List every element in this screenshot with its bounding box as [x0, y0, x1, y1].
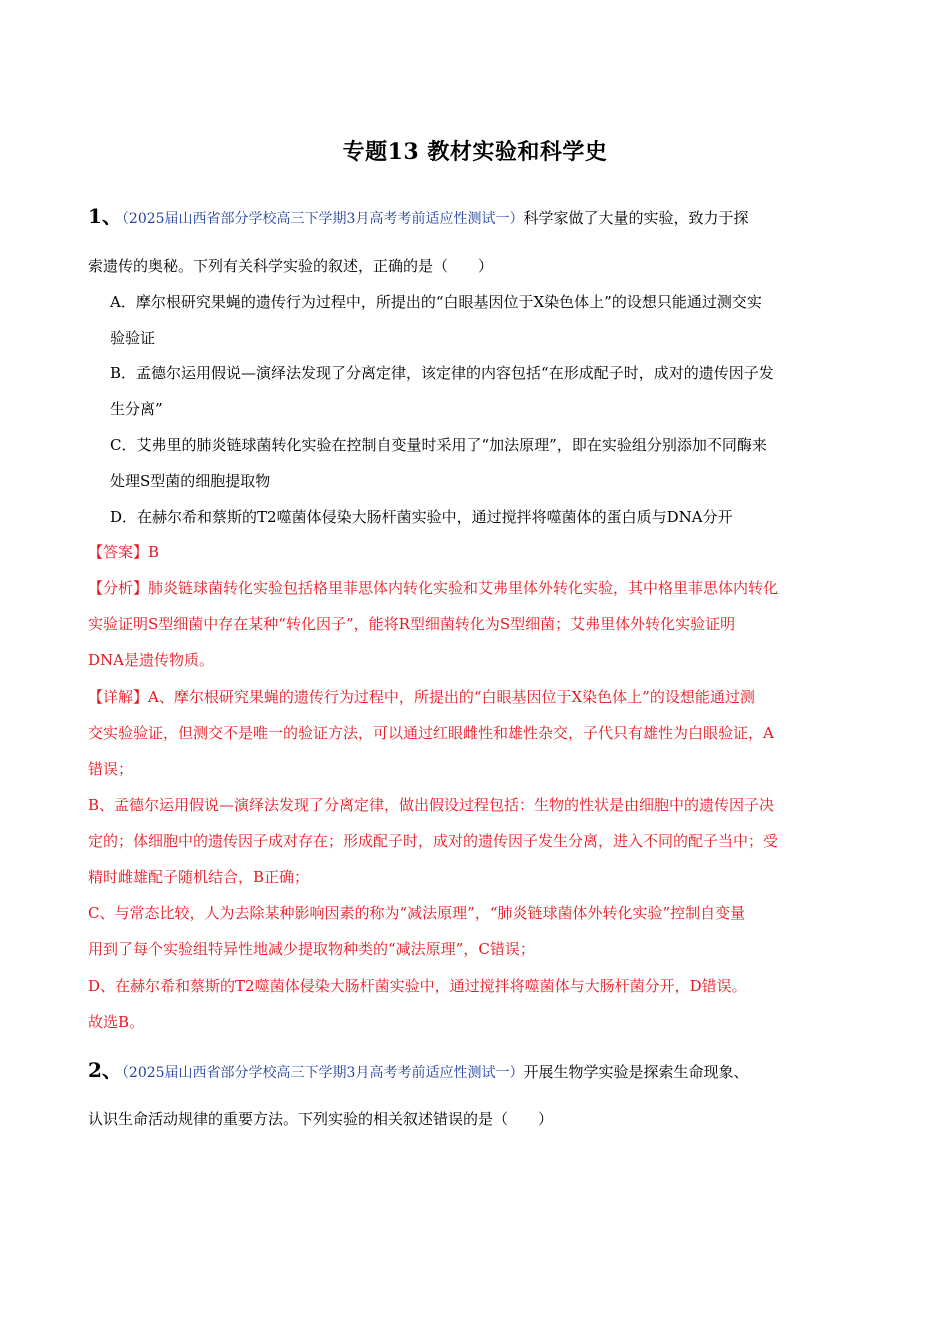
detail: 【详解】A、摩尔根研究果蝇的遗传行为过程中，所提出的“白眼基因位于X染色体上”的设想能通过测 [88, 688, 755, 706]
option-b-cont: 生分离” [110, 400, 163, 418]
question-stem-cont: 认识生命活动规律的重要方法。下列实验的相关叙述错误的是（ ） [88, 1110, 554, 1128]
question-source: （2025届山西省部分学校高三下学期3月高考考前适应性测试一） [121, 1065, 524, 1081]
detail-c-cont: 用到了每个实验组特异性地减少提取物种类的“减法原理”，C错误； [88, 940, 535, 958]
detail-c: C、与常态比较，人为去除某种影响因素的称为“减法原理”，“肺炎链球菌体外转化实验”控制自变量 [88, 904, 746, 922]
analysis-cont: DNA是遗传物质。 [88, 651, 214, 669]
question-1-header [88, 205, 748, 230]
detail-b: B、孟德尔运用假说—演绎法发现了分离定律，做出假设过程包括：生物的性状是由细胞中的遗传因子决 [88, 796, 775, 814]
option-c: C．艾弗里的肺炎链球菌转化实验在控制自变量时采用了“加法原理”，即在实验组分别添加不同酶来 [110, 436, 767, 454]
question-2-header [88, 1059, 748, 1084]
option-c-cont: 处理S型菌的细胞提取物 [110, 472, 271, 490]
detail-b-cont: 精时雌雄配子随机结合，B正确； [88, 868, 310, 886]
question-stem: 科学家做了大量的实验，致力于探 [523, 209, 749, 227]
question-stem-cont: 索遗传的奥秘。下列有关科学实验的叙述，正确的是（ ） [88, 257, 494, 275]
question-number: 2、 [88, 1058, 122, 1082]
option-a: A．摩尔根研究果蝇的遗传行为过程中，所提出的“白眼基因位于X染色体上”的设想只能通过测交实 [110, 293, 762, 311]
question-number: 1、 [88, 204, 122, 228]
option-a-cont: 验验证 [110, 329, 156, 347]
detail-cont: 错误； [88, 760, 134, 778]
analysis: 【分析】肺炎链球菌转化实验包括格里菲思体内转化实验和艾弗里体外转化实验，其中格里菲思体内转化 [88, 579, 779, 597]
detail-d: D、在赫尔希和蔡斯的T2噬菌体侵染大肠杆菌实验中，通过搅拌将噬菌体与大肠杆菌分开，D错误。 [88, 977, 747, 995]
option-b: B．孟德尔运用假说—演绎法发现了分离定律，该定律的内容包括“在形成配子时，成对的遗传因子发 [110, 364, 774, 382]
detail-b-cont: 定的；体细胞中的遗传因子成对存在；形成配子时，成对的遗传因子发生分离，进入不同的配子当中；受 [88, 832, 779, 850]
conclusion: 故选B。 [88, 1013, 145, 1031]
answer: 【答案】B [88, 543, 160, 561]
question-source: （2025届山西省部分学校高三下学期3月高考考前适应性测试一） [121, 211, 524, 227]
detail-cont: 交实验验证，但测交不是唯一的验证方法，可以通过红眼雌性和雄性杂交，子代只有雄性为白眼验证，A [88, 724, 774, 742]
option-d: D．在赫尔希和蔡斯的T2噬菌体侵染大肠杆菌实验中，通过搅拌将噬菌体的蛋白质与DNA分开 [110, 508, 733, 526]
analysis-cont: 实验证明S型细菌中存在某种“转化因子”，能将R型细菌转化为S型细菌；艾弗里体外转化实验证明 [88, 615, 736, 633]
question-stem: 开展生物学实验是探索生命现象、 [523, 1063, 749, 1081]
page-title: 专题13 教材实验和科学史 [342, 139, 608, 165]
